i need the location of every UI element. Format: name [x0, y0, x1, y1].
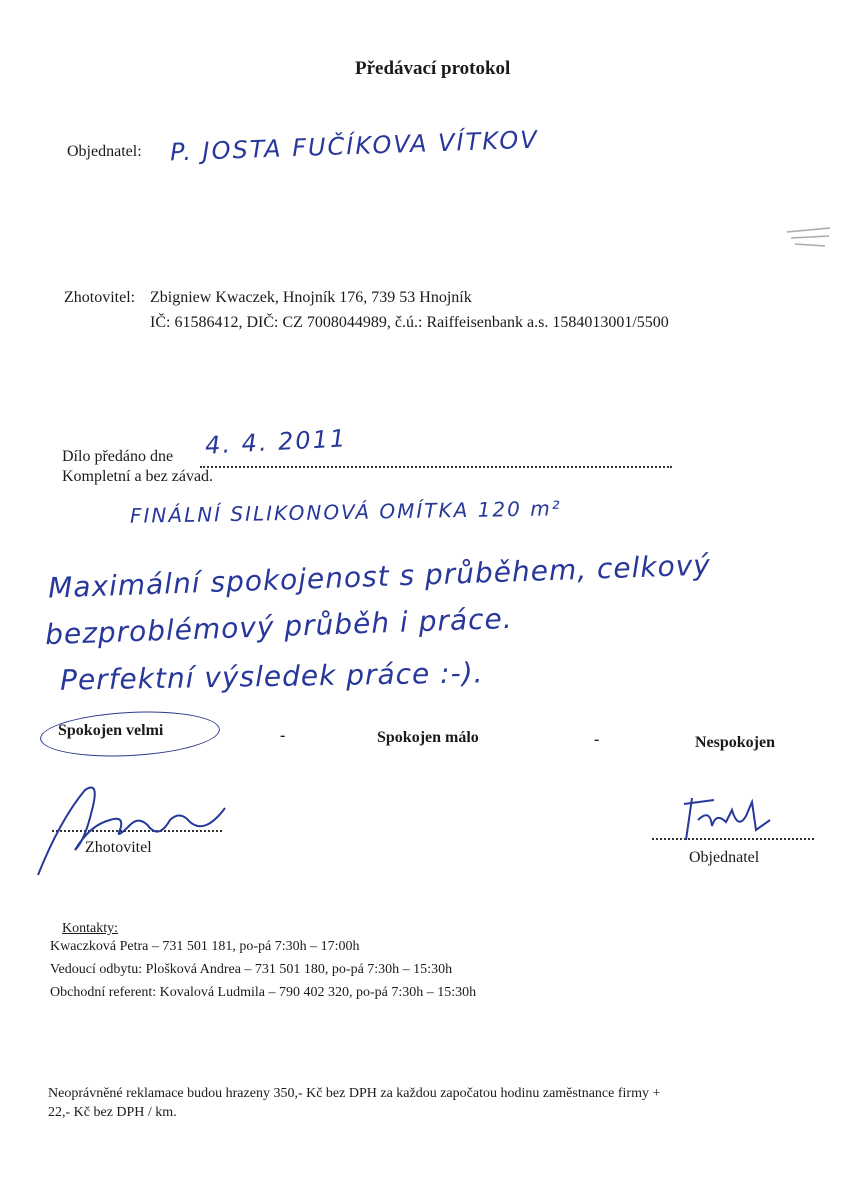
contractor-signature — [30, 780, 240, 880]
separator-1: - — [280, 727, 286, 744]
satisfaction-little: Spokojen málo — [377, 729, 479, 746]
handover-date: 4. 4. 2011 — [204, 424, 348, 460]
satisfaction-very: Spokojen velmi — [58, 722, 164, 739]
satisfaction-not: Nespokojen — [695, 734, 776, 751]
note-line-4: Perfektní výsledek práce :-). — [59, 656, 484, 697]
contacts-heading: Kontakty: — [62, 921, 118, 936]
separator-2: - — [594, 731, 600, 748]
contact-line-2: Vedoucí odbytu: Plošková Andrea – 731 501 180, po-pá 7:30h – 15:30h — [50, 962, 453, 977]
contractor-sign-label: Zhotovitel — [85, 839, 152, 856]
customer-label: Objednatel: — [67, 143, 142, 160]
document-title: Předávací protokol — [355, 58, 511, 79]
customer-sign-label: Objednatel — [689, 849, 760, 866]
contact-line-3: Obchodní referent: Kovalová Ludmila – 790 402 320, po-pá 7:30h – 15:30h — [50, 985, 477, 1000]
contractor-line1: Zbigniew Kwaczek, Hnojník 176, 739 53 Hnojník — [150, 289, 472, 306]
contractor-line2: IČ: 61586412, DIČ: CZ 7008044989, č.ú.: Raiffeisenbank a.s. 1584013001/5500 — [150, 314, 669, 331]
note-line-2: Maximální spokojenost s průběhem, celkový — [47, 548, 712, 605]
footer-line-2: 22,- Kč bez DPH / km. — [48, 1105, 177, 1120]
smudge-mark — [785, 222, 835, 252]
customer-handwritten: P. JOSTA FUČÍKOVA VÍTKOV — [169, 125, 540, 167]
note-line-3: bezproblémový průběh i práce. — [44, 601, 514, 652]
footer-line-1: Neoprávněné reklamace budou hrazeny 350,- Kč bez DPH za každou započatou hodinu zaměstnance firmy + — [48, 1086, 661, 1101]
contact-line-1: Kwaczková Petra – 731 501 181, po-pá 7:30h – 17:00h — [50, 939, 360, 954]
handover-dotted-line — [200, 466, 672, 468]
handover-label: Dílo předáno dne — [62, 448, 174, 465]
contractor-label: Zhotovitel: — [64, 289, 136, 306]
note-line-1: FINÁLNÍ SILIKONOVÁ OMÍTKA 120 m² — [129, 496, 562, 528]
handover-status: Kompletní a bez závad. — [62, 468, 214, 485]
customer-signature — [680, 790, 780, 850]
